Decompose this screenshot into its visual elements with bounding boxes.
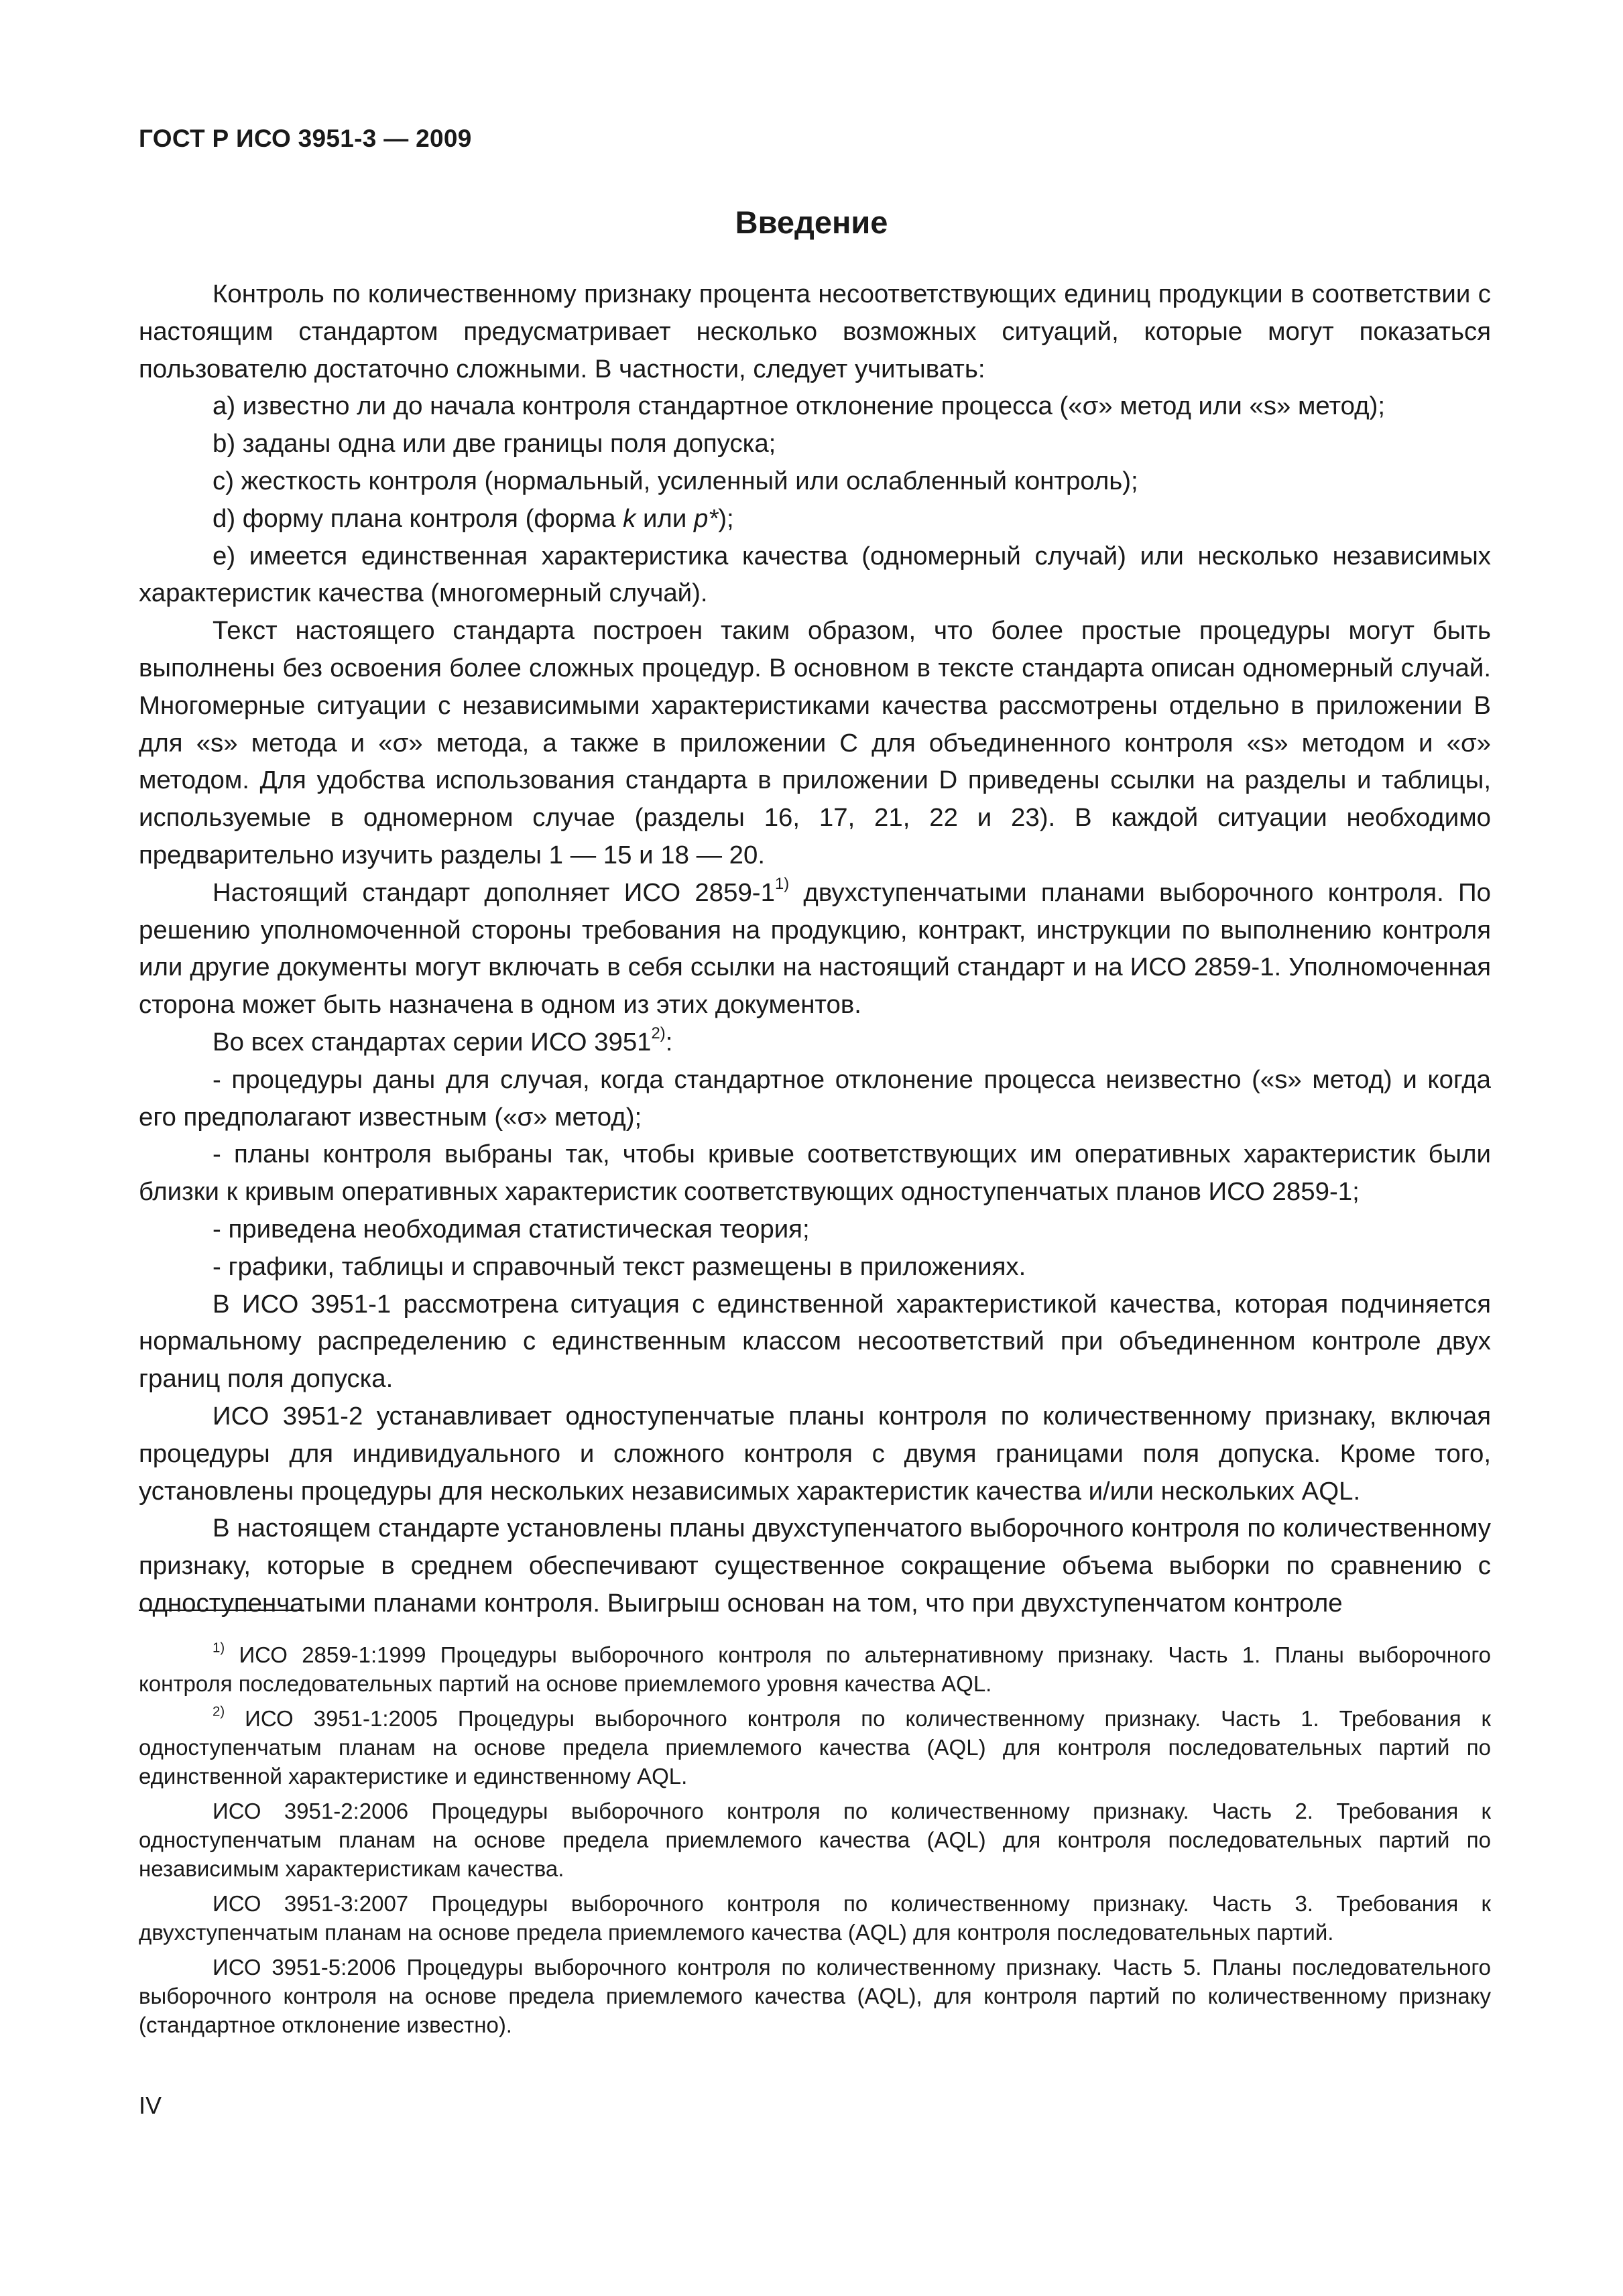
- list-item: - приведена необходимая статистическая теория;: [213, 1214, 810, 1244]
- footnote-text: ИСО 3951-5:2006 Процедуры выборочного контроля по количественному признаку. Часть 5. Планы последовательного выборочного контроля на основе предела приемлемого качества (AQL), для контроля партий по количественному признаку (стандартное отклонение известно).: [139, 1955, 1491, 2037]
- paragraph: Контроль по количественному признаку процента несоответствующих единиц продукции в соответствии с настоящим стандартом предусматривает несколько возможных ситуаций, которые могут показаться пользователю достаточно сложными. В частности, следует учитывать:: [139, 280, 1491, 383]
- list-item: - планы контроля выбраны так, чтобы кривые соответствующих им оперативных характеристик были близки к кривым оперативных характеристик соответствующих одноступенчатых планов ИСО 2859-1;: [139, 1140, 1491, 1207]
- paragraph: Текст настоящего стандарта построен таким образом, что более простые процедуры могут быть выполнены без освоения более сложных процедур. В основном в тексте стандарта описан одномерный случай. Многомерные ситуации с независимыми характеристиками качества рассмотрены отдельно в приложении В для «s» метода и «σ» метода, а также в приложении С для объединенного контроля «s» методом и «σ» методом. Для удобства использования стандарта в приложении D приведены ссылки на разделы и таблицы, используемые в одномерном случае (разделы 16, 17, 21, 22 и 23). В каждой ситуации необходимо предварительно изучить разделы 1 — 15 и 18 — 20.: [139, 616, 1491, 869]
- body-text: [139, 276, 1491, 1622]
- paragraph-text: Настоящий стандарт дополняет ИСО 2859-1: [213, 878, 775, 907]
- footnote-text: ИСО 3951-1:2005 Процедуры выборочного контроля по количественному признаку. Часть 1. Требования к одноступенчатым планам на основе предела приемлемого качества (AQL) для контроля последовательных партий по единственной характеристике и единственному AQL.: [139, 1706, 1491, 1789]
- footnote: [139, 1704, 1491, 1791]
- document-code: ГОСТ Р ИСО 3951-3 — 2009: [139, 125, 472, 152]
- list-item: a) известно ли до начала контроля стандартное отклонение процесса («σ» метод или «s» метод);: [213, 391, 1386, 421]
- list-item: - процедуры даны для случая, когда стандартное отклонение процесса неизвестно («s» метод) и когда его предполагают известным («σ» метод);: [139, 1065, 1491, 1132]
- paragraph-text: :: [665, 1027, 673, 1056]
- paragraph: В настоящем стандарте установлены планы двухступенчатого выборочного контроля по количественному признаку, которые в среднем обеспечивают существенное сокращение объема выборки по сравнению с одноступенчатыми планами контроля. Выигрыш основан на том, что при двухступенчатом контроле: [139, 1514, 1491, 1618]
- footnote-text: ИСО 2859-1:1999 Процедуры выборочного контроля по альтернативному признаку. Часть 1. Планы выборочного контроля последовательных партий на основе приемлемого уровня качества AQL.: [139, 1642, 1491, 1696]
- paragraph: ИСО 3951-2 устанавливает одноступенчатые планы контроля по количественному признаку, включая процедуры для индивидуального и сложного контроля с двумя границами поля допуска. Кроме того, установлены процедуры для нескольких независимых характеристик качества и/или нескольких AQL.: [139, 1401, 1491, 1506]
- item-d-after: );: [718, 503, 734, 533]
- footnote: [139, 1953, 1491, 2039]
- footnote: [139, 1797, 1491, 1883]
- footnote-text: ИСО 3951-3:2007 Процедуры выборочного контроля по количественному признаку. Часть 3. Требования к двухступенчатым планам на основе предела приемлемого качества (AQL) для контроля последовательных партий.: [139, 1891, 1491, 1945]
- footnote-ref: 2): [651, 1024, 666, 1043]
- item-d-k: k: [623, 503, 636, 533]
- footnote-divider: [139, 1610, 304, 1611]
- list-item: - графики, таблицы и справочный текст размещены в приложениях.: [213, 1252, 1026, 1281]
- list-item: e) имеется единственная характеристика качества (одномерный случай) или несколько независимых характеристик качества (многомерный случай).: [139, 541, 1491, 608]
- paragraph: [139, 874, 1491, 1024]
- item-d-before: d) форму плана контроля (форма: [213, 503, 623, 533]
- item-d-p: p*: [693, 503, 719, 533]
- footnote-text: ИСО 3951-2:2006 Процедуры выборочного контроля по количественному признаку. Часть 2. Требования к одноступенчатым планам на основе предела приемлемого качества (AQL) для контроля последовательных партий по независимым характеристикам качества.: [139, 1799, 1491, 1881]
- section-title: Введение: [735, 204, 888, 240]
- footnote-mark: 1): [213, 1640, 225, 1656]
- paragraph-text: двухступенчатыми планами выборочного контроля. По решению уполномоченной стороны требования на продукцию, контракт, инструкции по выполнению контроля или другие документы могут включать в себя ссылки на настоящий стандарт и на ИСО 2859-1. Уполномоченная сторона может быть назначена в одном из этих документов.: [139, 878, 1491, 1020]
- page-number: IV: [139, 2092, 162, 2119]
- list-item: b) заданы одна или две границы поля допуска;: [213, 429, 776, 459]
- paragraph-text: Во всех стандартах серии ИСО 3951: [213, 1027, 652, 1056]
- paragraph: В ИСО 3951-1 рассмотрена ситуация с единственной характеристикой качества, которая подчиняется нормальному распределению с единственным классом несоответствий при объединенном контроле двух границ поля допуска.: [139, 1289, 1491, 1394]
- footnote-mark: 2): [213, 1703, 225, 1719]
- footnote: [139, 1889, 1491, 1947]
- list-item: c) жесткость контроля (нормальный, усиленный или ослабленный контроль);: [213, 466, 1138, 495]
- paragraph: [139, 1024, 1491, 1061]
- footnote: [139, 1640, 1491, 1698]
- item-d-middle: или: [636, 503, 694, 533]
- footnotes: [139, 1640, 1491, 2045]
- list-item: [139, 500, 1491, 538]
- footnote-ref: 1): [774, 874, 790, 893]
